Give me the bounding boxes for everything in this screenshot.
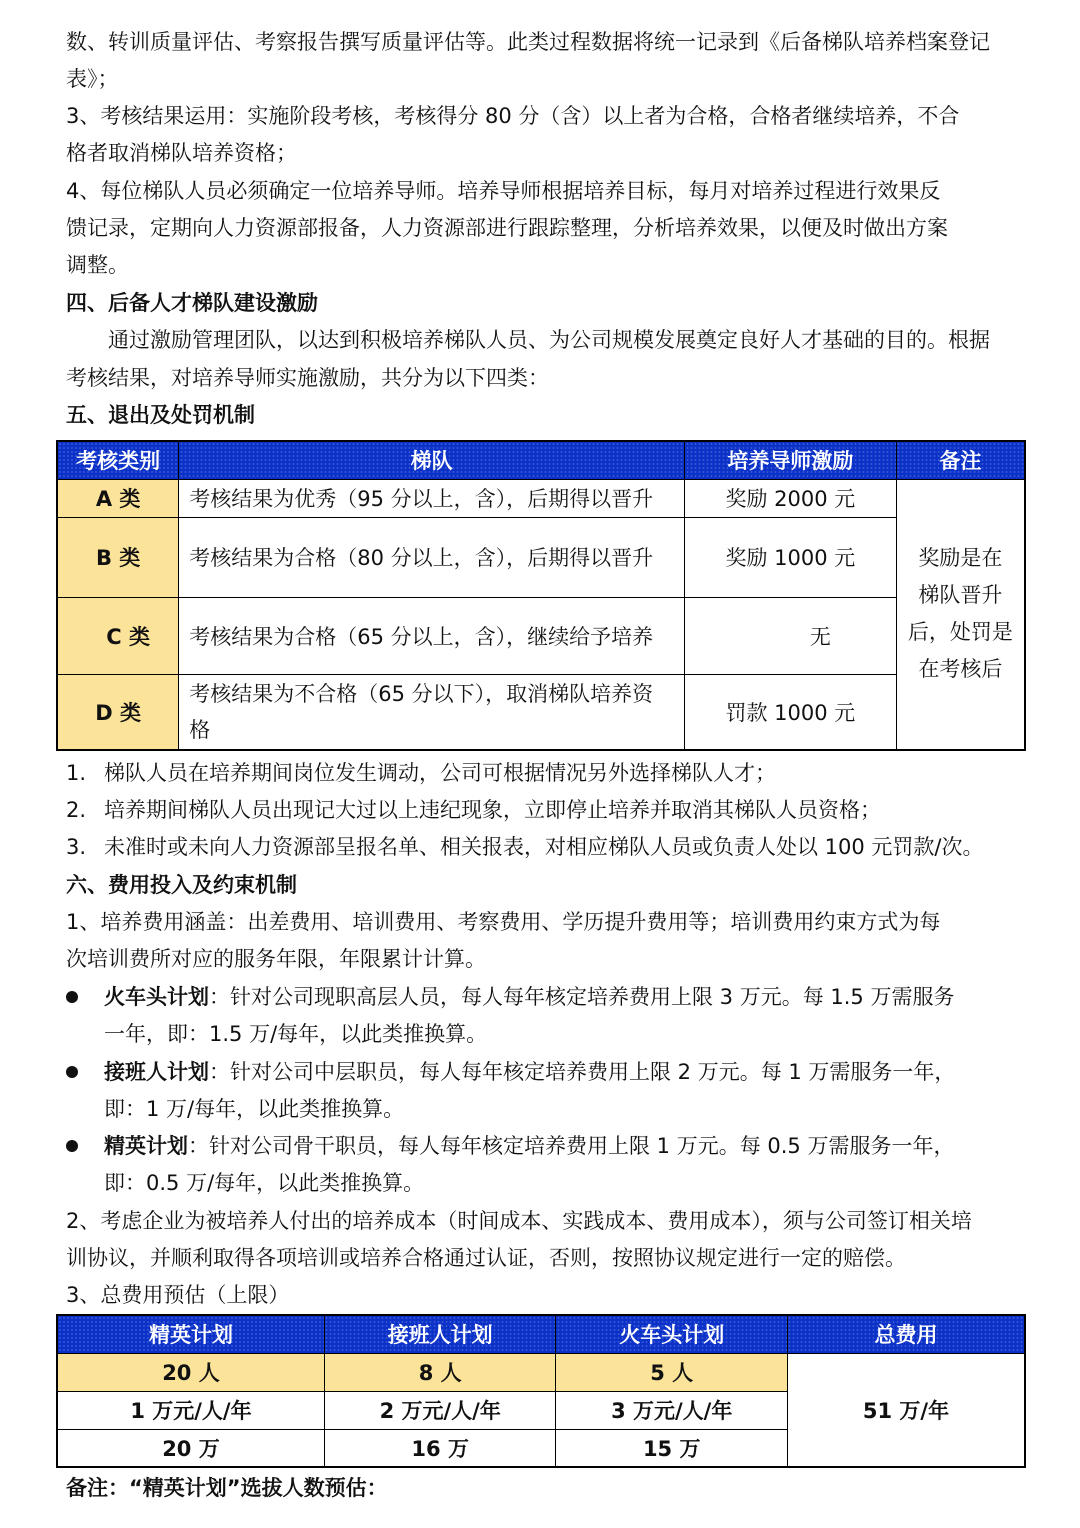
rate-cell: 1 万元/人/年 (57, 1391, 324, 1429)
subtotal-cell: 15 万 (556, 1429, 788, 1467)
people-cell: 8 人 (324, 1353, 556, 1391)
bullet-line: 即：1 万/每年，以此类推换算。 (104, 1097, 405, 1121)
table-header-cell: 精英计划 (57, 1315, 324, 1353)
paragraph-line: 3、考核结果运用：实施阶段考核，考核得分 80 分（含）以上者为合格，合格者继续培养，不合 (66, 104, 960, 128)
list-number: 1. (66, 761, 87, 785)
table-row (57, 479, 1025, 517)
paragraph-line: 考核结果，对培养导师实施激励，共分为以下四类： (66, 366, 549, 390)
table-header-cell: 培养导师激励 (685, 441, 897, 479)
plan-label: 接班人计划 (104, 1060, 209, 1084)
total-cell: 51 万/年 (787, 1353, 1025, 1467)
footnote: 备注：“精英计划”选拔人数预估： (66, 1476, 388, 1500)
assessment-table (56, 440, 1026, 751)
paragraph-line: 训协议，并顺利取得各项培训或培养合格通过认证，否则，按照协议规定进行一定的赔偿。 (66, 1246, 906, 1270)
list-item: 梯队人员在培养期间岗位发生调动，公司可根据情况另外选择梯队人才； (104, 761, 776, 785)
section-heading: 五、退出及处罚机制 (66, 403, 255, 427)
reward-cell: 奖励 1000 元 (685, 517, 897, 597)
reward-cell: 罚款 1000 元 (685, 674, 897, 750)
cost-table (56, 1314, 1026, 1468)
subtotal-cell: 20 万 (57, 1429, 324, 1467)
paragraph-line: 2、考虑企业为被培养人付出的培养成本（时间成本、实践成本、费用成本），须与公司签订相关培 (66, 1209, 972, 1233)
people-cell: 5 人 (556, 1353, 788, 1391)
plan-label: 火车头计划 (104, 985, 209, 1009)
bullet-icon (66, 1140, 78, 1152)
plan-text: ：针对公司现职高层人员，每人每年核定培养费用上限 3 万元。每 1.5 万需服务 (209, 985, 955, 1009)
table-row (57, 674, 1025, 750)
table-header-cell: 接班人计划 (324, 1315, 556, 1353)
table-row (57, 517, 1025, 597)
list-number: 3. (66, 835, 87, 859)
paragraph-line: 1、培养费用涵盖：出差费用、培训费用、考察费用、学历提升费用等；培训费用约束方式为每 (66, 910, 941, 934)
list-item: 培养期间梯队人员出现记大过以上违纪现象，立即停止培养并取消其梯队人员资格； (104, 798, 881, 822)
plan-text: ：针对公司骨干职员，每人每年核定培养费用上限 1 万元。每 0.5 万需服务一年， (188, 1134, 955, 1158)
rate-cell: 2 万元/人/年 (324, 1391, 556, 1429)
note-line: 梯队晋升 (918, 583, 1003, 608)
note-line: 在考核后 (918, 657, 1003, 682)
table-header-cell: 火车头计划 (556, 1315, 788, 1353)
note-cell (896, 479, 1025, 750)
description-cell: 考核结果为合格（80 分以上，含），后期得以晋升 (179, 517, 685, 597)
bullet-line (104, 1054, 955, 1091)
section-heading: 四、后备人才梯队建设激励 (66, 291, 318, 315)
bullet-line: 一年，即：1.5 万/每年，以此类推换算。 (104, 1022, 488, 1046)
table-header-cell: 考核类别 (57, 441, 179, 479)
paragraph-line: 4、每位梯队人员必须确定一位培养导师。培养导师根据培养目标，每月对培养过程进行效果反 (66, 179, 941, 203)
paragraph-line: 调整。 (66, 253, 129, 277)
description-cell: 考核结果为优秀（95 分以上，含），后期得以晋升 (179, 479, 685, 517)
paragraph-line: 格者取消梯队培养资格； (66, 141, 297, 165)
description-line: 考核结果为不合格（65 分以下），取消梯队培养资 (189, 681, 654, 706)
note-line: 奖励是在 (918, 546, 1003, 571)
table-header-cell: 备注 (896, 441, 1025, 479)
bullet-line (104, 979, 954, 1016)
category-cell: D 类 (57, 674, 179, 750)
paragraph-line: 次培训费所对应的服务年限，年限累计计算。 (66, 947, 486, 971)
description-cell (179, 674, 685, 750)
list-number: 2. (66, 798, 87, 822)
plan-label: 精英计划 (104, 1134, 188, 1158)
bullet-line (104, 1128, 954, 1165)
table-row (57, 1353, 1025, 1391)
paragraph-line: 3、总费用预估（上限） (66, 1283, 290, 1307)
people-cell: 20 人 (57, 1353, 324, 1391)
description-line: 格 (189, 717, 211, 742)
category-cell: C 类 (57, 597, 179, 674)
bullet-icon (66, 991, 78, 1003)
bullet-line: 即：0.5 万/每年，以此类推换算。 (104, 1171, 425, 1195)
paragraph-line: 通过激励管理团队，以达到积极培养梯队人员、为公司规模发展奠定良好人才基础的目的。根据 (108, 328, 990, 352)
plan-text: ：针对公司中层职员，每人每年核定培养费用上限 2 万元。每 1 万需服务一年， (209, 1060, 956, 1084)
bullet-icon (66, 1066, 78, 1078)
category-cell: B 类 (57, 517, 179, 597)
paragraph-line: 表》； (66, 67, 119, 91)
paragraph-line: 数、转训质量评估、考察报告撰写质量评估等。此类过程数据将统一记录到《后备梯队培养档案登记 (66, 30, 990, 54)
section-heading: 六、费用投入及约束机制 (66, 873, 297, 897)
note-line: 后，处罚是 (907, 620, 1013, 645)
reward-cell: 奖励 2000 元 (685, 479, 897, 517)
reward-cell: 无 (685, 597, 897, 674)
description-cell: 考核结果为合格（65 分以上，含），继续给予培养 (179, 597, 685, 674)
table-header-cell: 梯队 (179, 441, 685, 479)
rate-cell: 3 万元/人/年 (556, 1391, 788, 1429)
category-cell: A 类 (57, 479, 179, 517)
table-row (57, 597, 1025, 674)
list-item: 未准时或未向人力资源部呈报名单、相关报表，对相应梯队人员或负责人处以 100 元罚款/次。 (104, 835, 984, 859)
paragraph-line: 馈记录，定期向人力资源部报备，人力资源部进行跟踪整理，分析培养效果，以便及时做出方案 (66, 216, 948, 240)
subtotal-cell: 16 万 (324, 1429, 556, 1467)
table-header-cell: 总费用 (787, 1315, 1025, 1353)
